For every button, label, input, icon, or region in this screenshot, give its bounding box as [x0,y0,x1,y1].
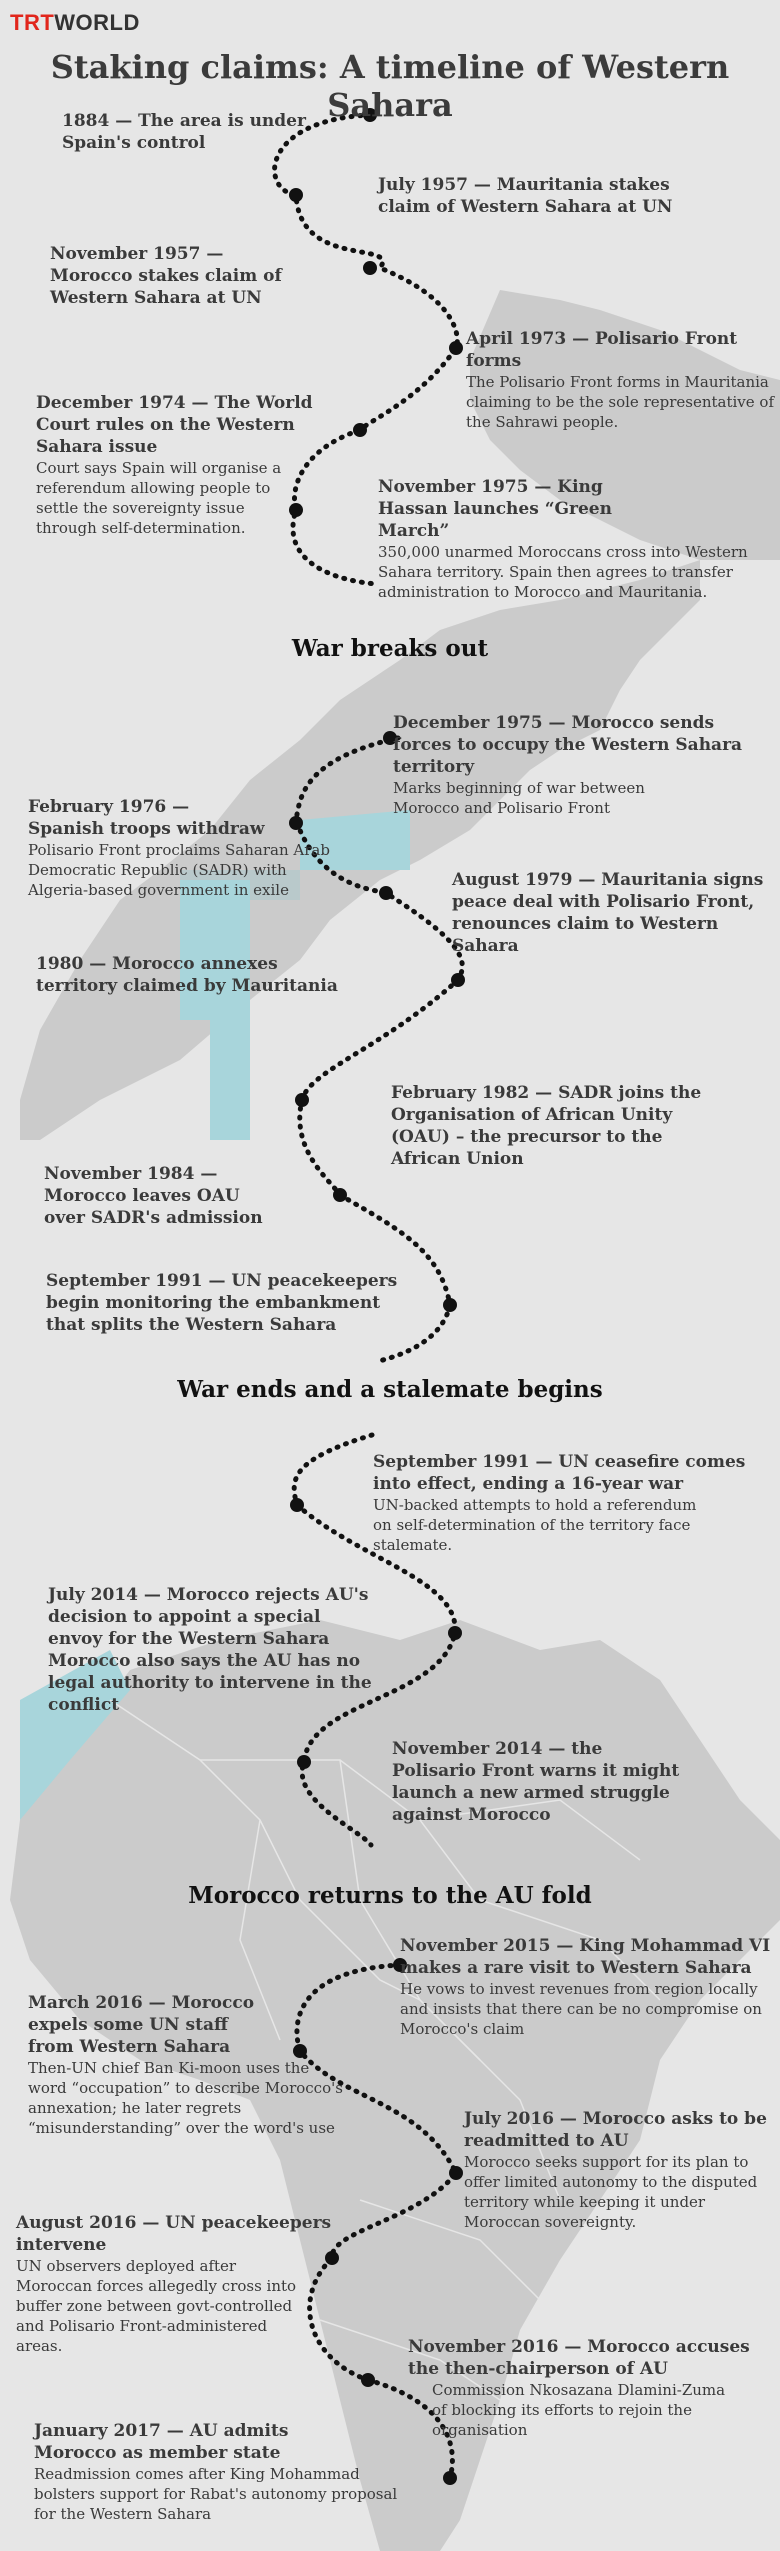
trt-world-logo: TRTWORLD [10,10,140,35]
event-november-2014: November 2014 — the Polisario Front warns it might launch a new armed struggle against Morocco [392,1739,680,1825]
event-january-2017: January 2017 — AU admits Morocco as member state Readmission comes after King Mohammad bolsters support for Rabat's autonomy proposal for the Western Sahara [34,2421,398,2523]
section-au-fold: Morocco returns to the AU fold [188,1882,592,1909]
timeline-dot [449,2166,463,2180]
event-february-1976: February 1976 — Spanish troops withdraw Polisario Front proclaims Saharan Arab Democratic Republic (SADR) with Algeria-based government in exile [28,797,330,899]
event-july-2016: July 2016 — Morocco asks to be readmitted to AU Morocco seeks support for its plan to offer limited autonomy to the disputed territory while keeping it under Moroccan sovereignty. [464,2109,767,2231]
event-december-1974: December 1974 — The World Court rules on the Western Sahara issue Court says Spain will organise a referendum allowing people to settle the sovereignty issue through self-determination. [36,393,313,537]
timeline-dot [448,1626,462,1640]
event-november-1975: November 1975 — King Hassan launches “Green March” 350,000 unarmed Moroccans cross into Western Sahara territory. Spain then agrees to transfer administration to Morocco and Mauritania. [378,477,748,601]
event-march-2016: March 2016 — Morocco expels some UN staff from Western Sahara Then-UN chief Ban Ki-moon uses the word “occupation” to describe Morocco's annexation; he later regrets “misunderstanding” over the word's use [28,1993,343,2137]
page-title: Staking claims: A timeline of Western Sahara [50,48,730,124]
timeline-dot [289,188,303,202]
event-december-1975: December 1975 — Morocco sends forces to occupy the Western Sahara territory Marks beginning of war between Morocco and Polisario Front [393,713,743,817]
event-april-1973: April 1973 — Polisario Front forms The Polisario Front forms in Mauritania claiming to be the sole representative of the Sahrawi people. [466,329,774,431]
event-july-1957: July 1957 — Mauritania stakes claim of Western Sahara at UN [378,175,673,217]
event-november-2015: November 2015 — King Mohammad VI makes a rare visit to Western Sahara He vows to invest revenues from region locally and insists that there can be no compromise on Morocco's claim [400,1936,771,2038]
section-stalemate: War ends and a stalemate begins [177,1376,603,1403]
timeline-dot [443,1298,457,1312]
event-august-1979: August 1979 — Mauritania signs peace deal with Polisario Front, renounces claim to Western Sahara [452,870,764,956]
timeline-dot [361,2373,375,2387]
event-august-2016: August 2016 — UN peacekeepers intervene UN observers deployed after Moroccan forces allegedly cross into buffer zone between govt-controlled and Polisario Front-administered areas. [16,2213,332,2355]
event-november-1984: November 1984 — Morocco leaves OAU over SADR's admission [44,1164,263,1228]
event-september-1991-ceasefire: September 1991 — UN ceasefire comes into effect, ending a 16-year war UN-backed attempts to hold a referendum on self-determination of the territory face stalemate. [373,1452,746,1554]
timeline-dot [449,341,463,355]
event-november-1957: November 1957 — Morocco stakes claim of Western Sahara at UN [50,244,282,308]
event-september-1991-peacekeepers: September 1991 — UN peacekeepers begin monitoring the embankment that splits the Western Sahara [46,1271,398,1335]
timeline-dot [379,886,393,900]
timeline-dot [451,973,465,987]
event-november-2016: November 2016 — Morocco accuses the then-chairperson of AU Commission Nkosazana Dlamini-Zuma of blocking its efforts to rejoin the organisation [408,2337,750,2439]
timeline-dot [295,1093,309,1107]
timeline-dot [290,1498,304,1512]
timeline-dot [363,261,377,275]
event-july-2014: July 2014 — Morocco rejects AU's decision to appoint a special envoy for the Western Sahara Morocco also says the AU has no legal authority to intervene in the conflict [48,1585,372,1715]
timeline-dot [333,1188,347,1202]
event-1884: 1884 — The area is under Spain's control [62,111,306,153]
section-war-breaks-out: War breaks out [291,635,489,662]
timeline-dot [297,1755,311,1769]
event-1980: 1980 — Morocco annexes territory claimed by Mauritania [36,954,338,996]
event-february-1982: February 1982 — SADR joins the Organisation of African Unity (OAU) – the precursor to the African Union [391,1083,702,1169]
timeline-dot [443,2471,457,2485]
